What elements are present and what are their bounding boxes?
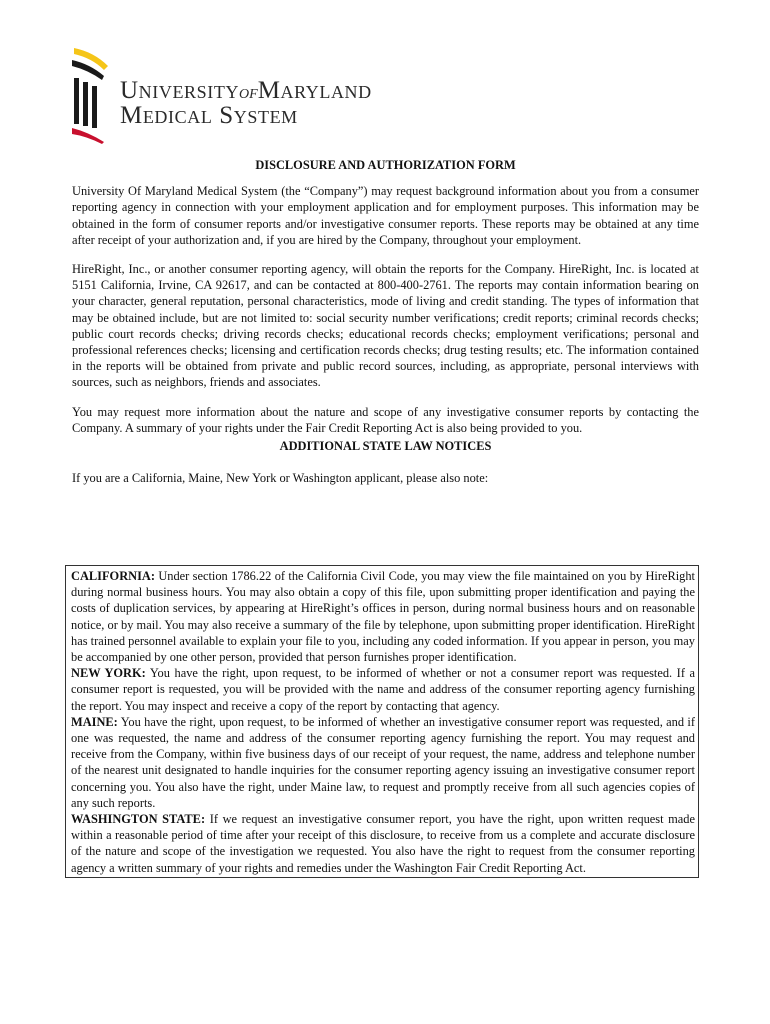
notice-washington: [71, 811, 695, 876]
document-body: [72, 157, 699, 499]
notice-text-maine: You have the right, upon request, to be informed of whether an investigative consumer report was requested, and if one was requested, the name and address of the consumer reporting agency furnishing the report. You may request and receive from the Company, within five business days of our receipt of your request, the name, address and telephone number of the nearest unit designated to handle inquiries for the consumer reporting agency issuing an investigative consumer report concerning you. You also have the right, under Maine law, to request and promptly receive from all such agencies copies of any such reports.: [71, 714, 695, 810]
notice-maine: [71, 714, 695, 811]
logo-wordmark: [120, 78, 372, 129]
state-notices-box: [65, 565, 699, 878]
notice-text-california: Under section 1786.22 of the California Civil Code, you may view the file maintained on you by HireRight during normal business hours. You may also obtain a copy of this file, upon submitting proper identification and paying the costs of duplication services, by appearing at HireRight’s offices in person, during normal business hours and on reasonable notice, or by mail. You may also receive a summary of the file by telephone, upon submitting proper identification. HireRight has trained personnel available to explain your file to you, including any coded information. If you appear in person, you may be accompanied by one other person, provided that person furnishes proper identification.: [71, 569, 695, 665]
notice-text-washington: If we request an investigative consumer report, you have the right, upon written request made within a reasonable period of time after your receipt of this disclosure, to receive from us a complete and accurate disclosure of the nature and scope of the investigation we requested. You also have the right to request from the consumer reporting agency a written summary of your rights and remedies under the Washington Fair Credit Reporting Act.: [71, 812, 695, 875]
notice-new-york: [71, 665, 695, 714]
state-notices-title: ADDITIONAL STATE LAW NOTICES: [279, 439, 492, 454]
notice-california: [71, 568, 695, 665]
paragraph-state-applicant: If you are a California, Maine, New York or Washington applicant, please also note:: [72, 471, 489, 486]
umms-logo: [68, 44, 438, 144]
paragraph-hireright: HireRight, Inc., or another consumer reporting agency, will obtain the reports for the Company. HireRight, Inc. is located at 5151 California, Irvine, CA 92617, and can be contacted at 800-400-2761. The reports may contain information bearing on your character, general reputation, personal characteristics, mode of living and credit standing. The types of information that may be obtained include, but are not limited to: social security number verifications; credit reports; criminal records checks; public court records checks; driving records checks; educational records checks; employment verifications; personal and professional references checks; licensing and certification records checks; drug testing results; etc. The information contained in the reports will be obtained from private and public record sources, including, as appropriate, personal interviews with sources, such as neighbors, friends and associates.: [72, 262, 699, 390]
logo-line-medical-system: Medical System: [120, 102, 298, 129]
umms-building-mark-icon: [68, 44, 116, 144]
logo-line-university: [120, 78, 372, 105]
notice-label-washington: WASHINGTON STATE:: [71, 812, 206, 827]
paragraph-company-request: University Of Maryland Medical System (the “Company”) may request background information about you from a consumer reporting agency in connection with your employment application and for employment purposes. This information may be obtained in the form of consumer reports and/or investigative consumer reports. These reports may be obtained at any time after receipt of your authorization and, if you are hired by the Company, throughout your employment.: [72, 184, 699, 247]
notice-label-california: CALIFORNIA:: [71, 569, 155, 583]
form-title: DISCLOSURE AND AUTHORIZATION FORM: [255, 158, 516, 172]
logo-word-of: of: [239, 81, 258, 103]
logo-word-university: University: [120, 77, 240, 104]
notice-text-new-york: You have the right, upon request, to be informed of whether or not a consumer report was requested. If a consumer report is requested, you will be provided with the name and address of the consumer reporting agency furnishing the report. You may inspect and receive a copy of the report by contacting that agency.: [71, 666, 695, 713]
notice-label-maine: MAINE:: [71, 714, 118, 729]
paragraph-request-info: You may request more information about the nature and scope of any investigative consumer reports by contacting the Company. A summary of your rights under the Fair Credit Reporting Act is also being provided to you.: [72, 404, 699, 435]
logo-word-maryland: Maryland: [257, 77, 372, 104]
notice-label-new-york: NEW YORK:: [71, 666, 146, 681]
